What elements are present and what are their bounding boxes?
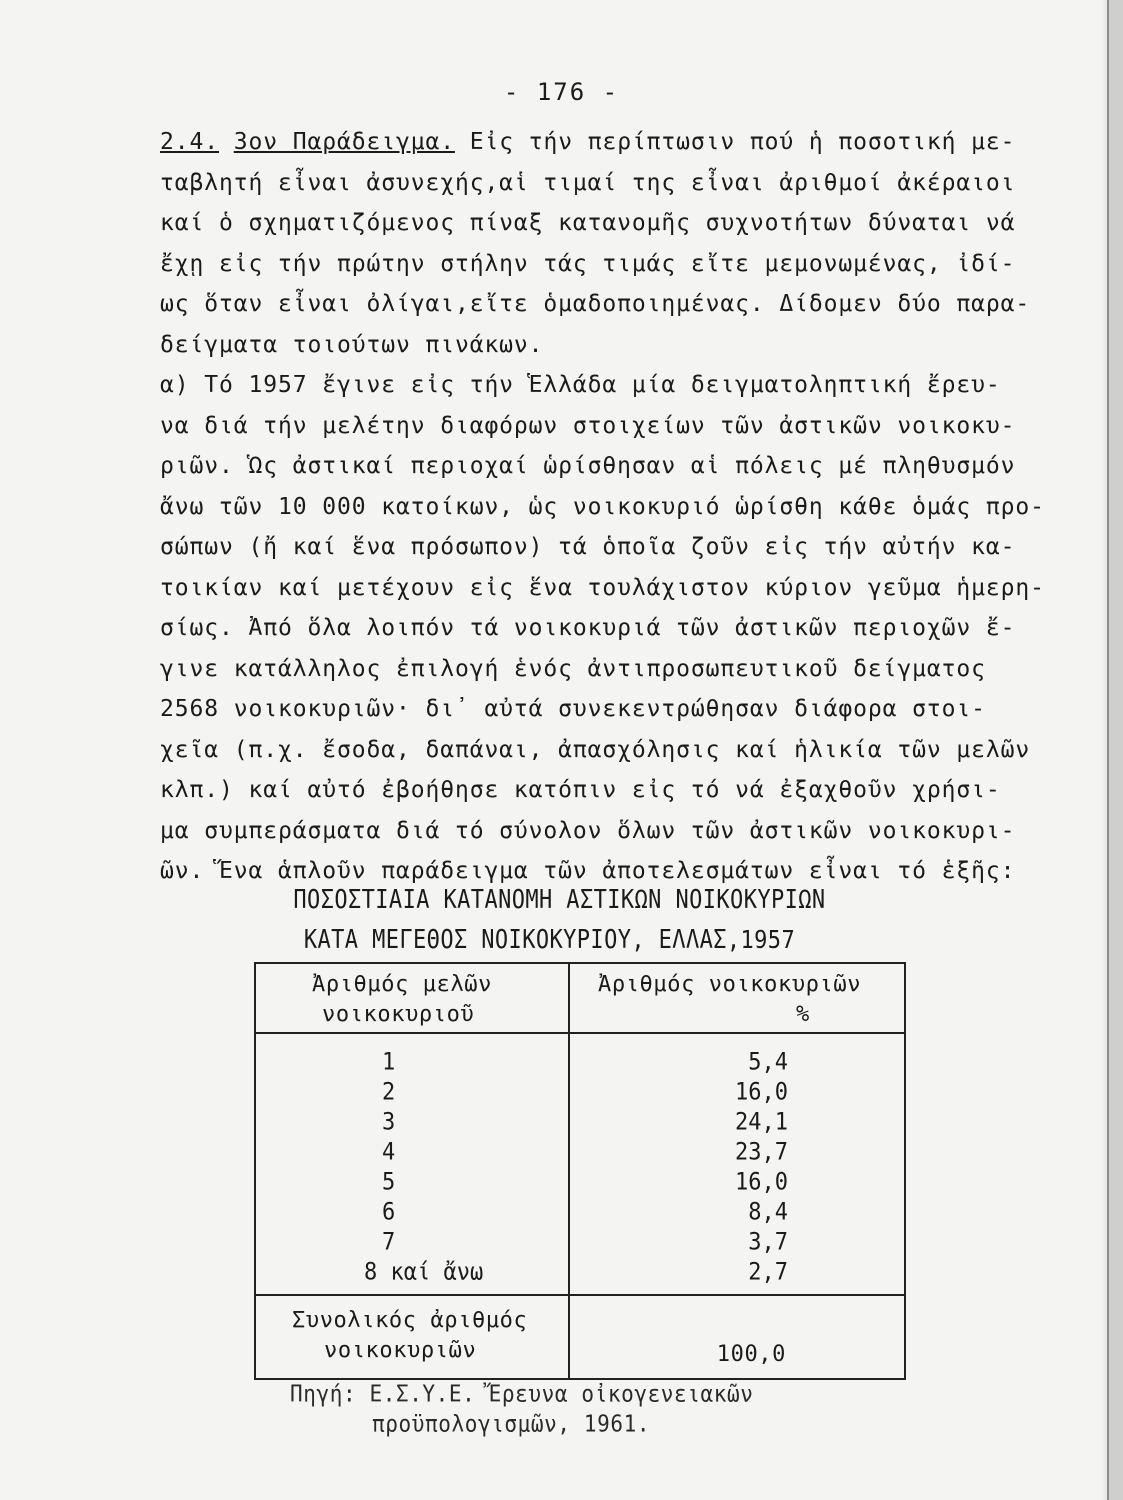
text-line: α) Τό 1957 ἔγινε εἰς τήν Ἑλλάδα μία δειγματοληπτική ἔρευ- — [160, 372, 1001, 398]
text-line: 2568 νοικοκυριῶν· δι᾿ αὐτά συνεκεντρώθησαν διάφορα στοι- — [160, 696, 986, 722]
table-cell-percent: 16,0 — [735, 1078, 788, 1107]
source-line-1: Πηγή: Ε.Σ.Υ.Ε. Ἔρευνα οἰκογενειακῶν — [290, 1380, 754, 1408]
header-divider — [256, 1032, 904, 1034]
text-line: ταβλητή εἶναι ἀσυνεχής,αἱ τιμαί της εἶναι ἀριθμοί ἀκέραιοι — [160, 169, 1016, 196]
page-number: - 176 - — [503, 78, 620, 106]
text-line: ἄνω τῶν 10 000 κατοίκων, ὡς νοικοκυριό ὡρίσθη κάθε ὁμάς προ- — [160, 493, 1045, 520]
text-line: ῶν. Ἕνα ἁπλοῦν παράδειγμα τῶν ἀποτελεσμάτων εἶναι τό ἑξῆς: — [160, 858, 1016, 884]
table-cell-percent: 8,4 — [748, 1198, 788, 1227]
text-line: δείγματα τοιούτων πινάκων. — [160, 331, 544, 358]
col1-header-line-2: νοικοκυριοῦ — [322, 1002, 475, 1027]
text-line: καί ὁ σχηματιζόμενος πίναξ κατανομῆς συχνοτήτων δύναται νά — [160, 210, 1016, 236]
text-line: ριῶν. Ὡς ἀστικαί περιοχαί ὡρίσθησαν αἱ πόλεις μέ πληθυσμόν — [160, 453, 1016, 479]
page-edge — [1107, 0, 1123, 1500]
section-number: 2.4. — [160, 129, 219, 155]
table-cell-members: 5 — [382, 1168, 396, 1197]
table-cell-members: 2 — [382, 1078, 396, 1107]
text-line: τοικίαν καί μετέχουν εἰς ἕνα τουλάχιστον κύριον γεῦμα ἡμερη- — [160, 574, 1045, 601]
table-cell-percent: 3,7 — [748, 1228, 788, 1257]
table-cell-percent: 5,4 — [748, 1048, 788, 1077]
total-value: 100,0 — [716, 1342, 786, 1367]
column-divider — [568, 964, 570, 1378]
total-label-line-1: Συνολικός ἀριθμός — [292, 1308, 528, 1333]
table-cell-members: 4 — [382, 1138, 396, 1167]
total-label-line-2: νοικοκυριῶν — [324, 1338, 477, 1363]
table-cell-members: 8 καί ἄνω — [364, 1258, 484, 1287]
table-cell-members: 7 — [382, 1228, 396, 1257]
text-line: μα συμπεράσματα διά τό σύνολον ὅλων τῶν ἀστικῶν νοικοκυρι- — [160, 817, 1016, 844]
table-title-line-2: ΚΑΤΑ ΜΕΓΕΘΟΣ ΝΟΙΚΟΚΥΡΙΟΥ, ΕΛΛΑΣ,1957 — [303, 926, 796, 955]
table-cell-percent: 24,1 — [735, 1108, 788, 1137]
text-line: να διά τήν μελέτην διαφόρων στοιχείων τῶν ἀστικῶν νοικοκυ- — [160, 412, 1016, 439]
text-line: χεῖα (π.χ. ἔσοδα, δαπάναι, ἀπασχόλησις καί ἡλικία τῶν μελῶν — [160, 736, 1031, 763]
text-line: γινε κατάλληλος ἐπιλογή ἑνός ἀντιπροσωπευτικοῦ δείγματος — [160, 655, 986, 682]
text-line: ἔχῃ εἰς τήν πρώτην στήλην τάς τιμάς εἴτε μεμονωμένας, ἰδί- — [160, 250, 1016, 277]
text-line: κλπ.) καί αὐτό ἐβοήθησε κατόπιν εἰς τό νά ἐξαχθοῦν χρήσι- — [160, 777, 1001, 803]
table-cell-members: 6 — [382, 1198, 396, 1227]
col2-header-line-2: % — [796, 1002, 810, 1027]
source-line-2: προϋπολογισμῶν, 1961. — [372, 1410, 651, 1438]
table-cell-percent: 2,7 — [748, 1258, 788, 1287]
col2-header-line-1: Ἀριθμός νοικοκυριῶν — [598, 972, 862, 997]
table-cell-percent: 23,7 — [735, 1138, 788, 1167]
text-line-1 — [160, 122, 1030, 163]
text-line: σίως. Ἀπό ὅλα λοιπόν τά νοικοκυριά τῶν ἀστικῶν περιοχῶν ἔ- — [160, 615, 1016, 641]
text-line: ως ὅταν εἶναι ὀλίγαι,εἴτε ὁμαδοποιημένας. Δίδομεν δύο παρα- — [160, 291, 1031, 317]
section-first-line: Εἰς τήν περίπτωσιν πού ἡ ποσοτική με- — [469, 129, 1016, 155]
body-text — [160, 122, 1045, 892]
total-divider — [256, 1294, 904, 1296]
table-cell-members: 3 — [382, 1108, 396, 1137]
col1-header-line-1: Ἀριθμός μελῶν — [312, 972, 492, 997]
text-line: σώπων (ἤ καί ἕνα πρόσωπον) τά ὁποῖα ζοῦν εἰς τήν αὐτήν κα- — [160, 534, 1016, 560]
section-title: 3ον Παράδειγμα. — [233, 129, 455, 155]
table-cell-percent: 16,0 — [735, 1168, 788, 1197]
members-column — [364, 1048, 564, 1288]
table-title-line-1: ΠΟΣΟΣΤΙΑΙΑ ΚΑΤΑΝΟΜΗ ΑΣΤΙΚΩΝ ΝΟΙΚΟΚΥΡΙΩΝ — [293, 886, 826, 915]
percent-column — [688, 1048, 788, 1288]
distribution-table — [254, 962, 906, 1380]
table-cell-members: 1 — [382, 1048, 396, 1077]
